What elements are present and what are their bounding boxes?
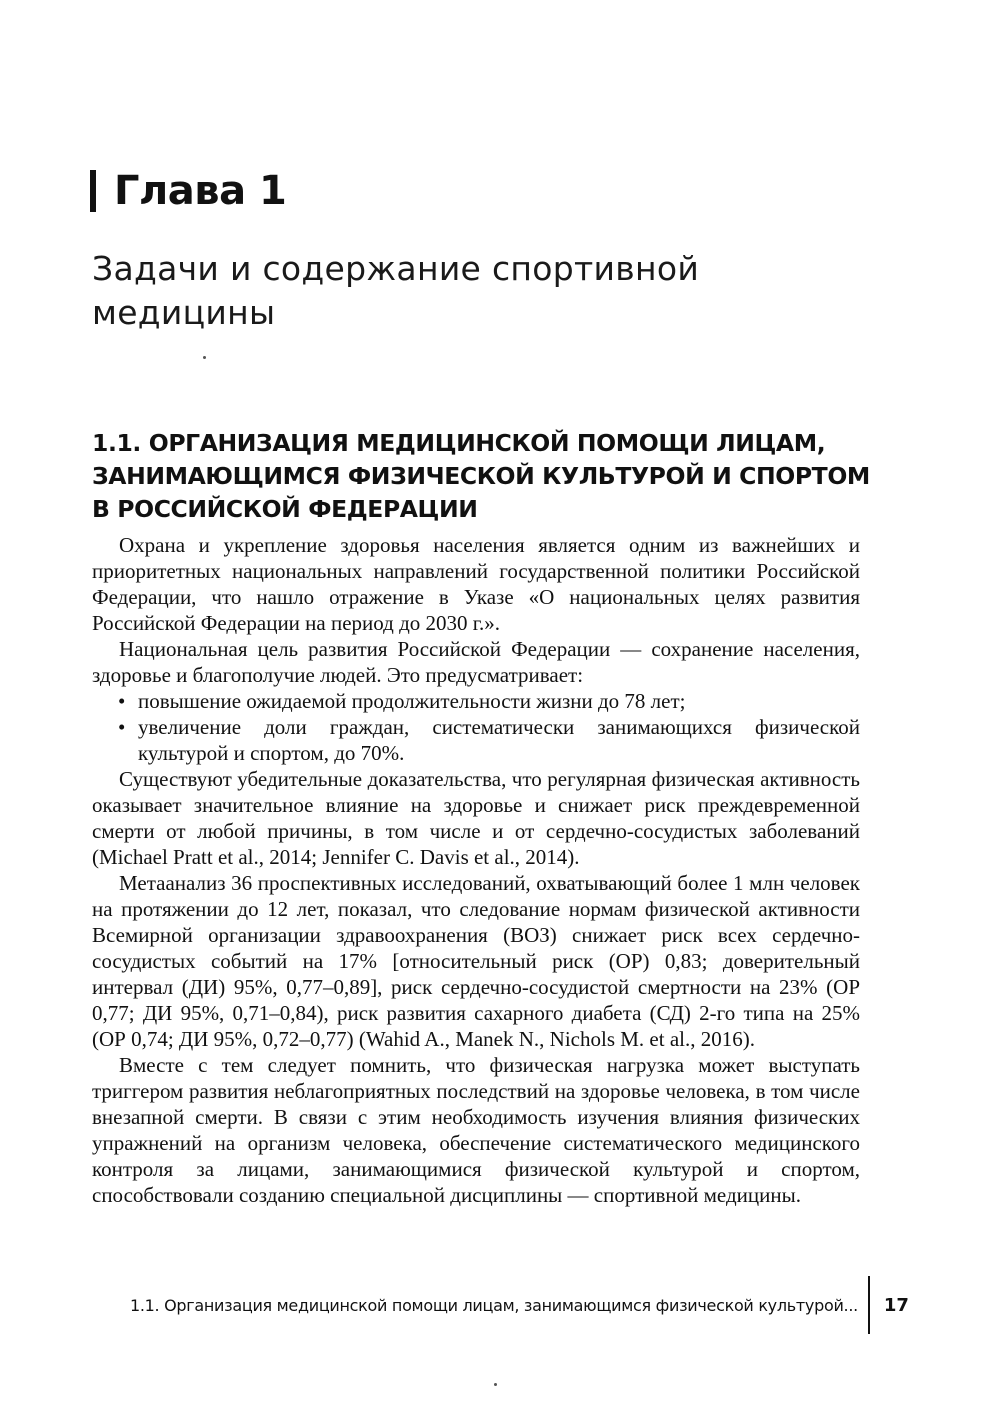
list-item-text: увеличение доли граждан, систематически занимающихся физической культурой и спортом, до 70%. — [138, 715, 860, 765]
paragraph-5: Вместе с тем следует помнить, что физическая нагрузка может выступать триггером развития неблагоприятных последствий на здоровье человека, в том числе внезапной смерти. В связи с этим необходимость изучения влияния физических упражнений на организм человека, обеспечение систематического медицинского контроля за лицами, занимающимися физической культурой и спортом, способствовали созданию специальной дисциплины — спортивной медицины. — [92, 1053, 860, 1207]
scan-speck — [494, 1383, 497, 1386]
list-item — [92, 688, 860, 714]
page-footer — [130, 1283, 909, 1327]
chapter-bar-decoration — [90, 170, 96, 212]
footer-divider — [868, 1276, 870, 1334]
running-title: 1.1. Организация медицинской помощи лицам, занимающимся физической культурой... — [130, 1295, 858, 1315]
bullet-list — [92, 688, 860, 766]
bullet-icon: • — [118, 689, 126, 713]
list-item-text: повышение ожидаемой продолжительности жизни до 78 лет; — [138, 689, 686, 713]
section-heading: 1.1. ОРГАНИЗАЦИЯ МЕДИЦИНСКОЙ ПОМОЩИ ЛИЦАМ, ЗАНИМАЮЩИМСЯ ФИЗИЧЕСКОЙ КУЛЬТУРОЙ И СПОРТОМ В РОССИЙСКОЙ ФЕДЕРАЦИИ — [92, 429, 870, 523]
paragraph-2: Национальная цель развития Российской Федерации — сохранение населения, здоровье и благополучие людей. Это предусматривает: — [92, 637, 860, 687]
paragraph-3: Существуют убедительные доказательства, что регулярная физическая активность оказывает значительное влияние на здоровье и снижает риск преждевременной смерти от любой причины, в том числе и от сердечно-сосудистых заболеваний (Michael Pratt et al., 2014; Jennifer C. Davis et al., 2014). — [92, 767, 860, 869]
chapter-title: Задачи и содержание спортивной медицины — [92, 249, 700, 332]
scan-speck — [203, 356, 206, 359]
chapter-header — [90, 166, 286, 216]
paragraph-1: Охрана и укрепление здоровья населения является одним из важнейших и приоритетных национальных направлений государственной политики Российской Федерации, что нашло отражение в Указе «О национальных целях развития Российской Федерации на период до 2030 г.». — [92, 533, 860, 635]
paragraph-4: Метаанализ 36 проспективных исследований, охватывающий более 1 млн человек на протяжении до 12 лет, показал, что следование нормам физической активности Всемирной организации здравоохранения (ВОЗ) снижает риск всех сердечно-сосудистых событий на 17% [относительный риск (ОР) 0,83; доверительный интервал (ДИ) 95%, 0,77–0,89], риск сердечно-сосудистой смертности на 23% (ОР 0,77; ДИ 95%, 0,71–0,84), риск развития сахарного диабета (СД) 2-го типа на 25% (ОР 0,74; ДИ 95%, 0,72–0,77) (Wahid A., Manek N., Nichols M. et al., 2016). — [92, 871, 860, 1051]
chapter-label: Глава 1 — [114, 168, 287, 214]
list-item — [92, 714, 860, 766]
bullet-icon: • — [118, 715, 126, 739]
body-text — [92, 532, 860, 1208]
page-number: 17 — [883, 1294, 909, 1316]
